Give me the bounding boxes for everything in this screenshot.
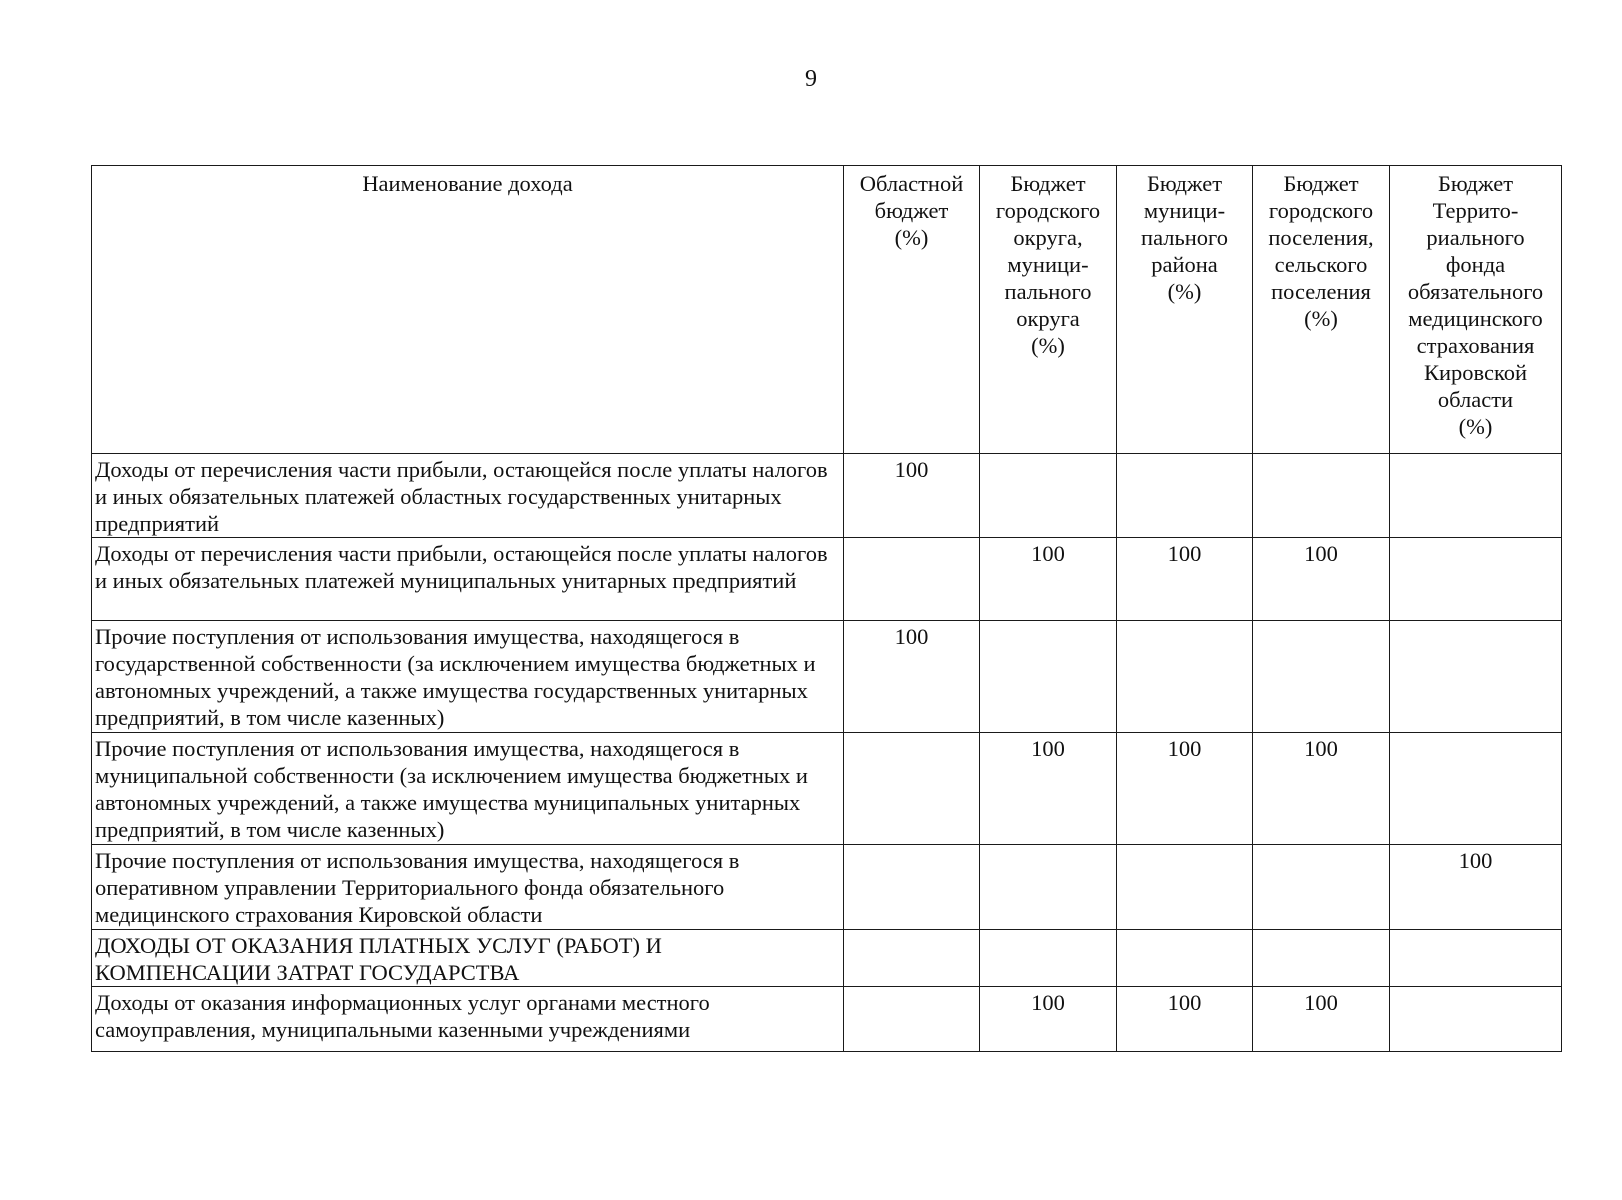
- municipal-area-budget-cell: [1117, 845, 1253, 930]
- table-row: [92, 538, 1562, 621]
- header-line: округа: [1016, 306, 1080, 331]
- header-line: (%): [1167, 279, 1202, 304]
- header-income-name: [92, 166, 844, 454]
- header-line: поселения,: [1268, 225, 1374, 250]
- fund-budget-cell: [1390, 454, 1562, 538]
- table-row: [92, 621, 1562, 733]
- header-line: пального: [1004, 279, 1092, 304]
- table-header-row: [92, 166, 1562, 454]
- header-line: Бюджет: [1283, 171, 1359, 196]
- table-row: [92, 845, 1562, 930]
- header-line: муници-: [1143, 198, 1226, 223]
- header-line: Областной: [859, 171, 964, 196]
- header-line: (%): [1458, 414, 1493, 439]
- fund-budget-cell: [1390, 930, 1562, 987]
- settlement-budget-cell: [1253, 930, 1390, 987]
- header-city-district-budget: [980, 166, 1117, 454]
- table-row: [92, 930, 1562, 987]
- header-line: бюджет: [874, 198, 949, 223]
- municipal-area-budget-cell: 100: [1117, 538, 1253, 621]
- fund-budget-cell: [1390, 987, 1562, 1052]
- fund-budget-cell: [1390, 538, 1562, 621]
- header-line: риального: [1426, 225, 1525, 250]
- income-name-cell: Прочие поступления от использования имущества, находящегося в муниципальной собственности (за исключением имущества бюджетных и автономных учреждений, а также имущества муниципальных унитарных предприятий, в том числе казенных): [92, 733, 844, 845]
- regional-budget-cell: [844, 987, 980, 1052]
- header-line: городского: [995, 198, 1101, 223]
- regional-budget-cell: [844, 733, 980, 845]
- regional-budget-cell: 100: [844, 454, 980, 538]
- header-line: Кировской: [1423, 360, 1528, 385]
- municipal-area-budget-cell: 100: [1117, 987, 1253, 1052]
- income-name-cell: Прочие поступления от использования имущества, находящегося в государственной собственности (за исключением имущества бюджетных и автономных учреждений, а также имущества государственных унитарных предприятий, в том числе казенных): [92, 621, 844, 733]
- header-line: муници-: [1007, 252, 1089, 277]
- header-line: области: [1437, 387, 1514, 412]
- header-line: сельского: [1274, 252, 1368, 277]
- municipal-area-budget-cell: [1117, 454, 1253, 538]
- municipal-area-budget-cell: [1117, 930, 1253, 987]
- header-line: Бюджет: [1146, 171, 1223, 196]
- income-name-cell: Доходы от перечисления части прибыли, остающейся после уплаты налогов и иных обязательных платежей областных государственных унитарных предприятий: [92, 454, 844, 538]
- city-district-budget-cell: [980, 621, 1117, 733]
- settlement-budget-cell: 100: [1253, 538, 1390, 621]
- header-regional-budget: [844, 166, 980, 454]
- header-line: (%): [894, 225, 929, 250]
- page-number: 9: [805, 66, 817, 92]
- city-district-budget-cell: 100: [980, 538, 1117, 621]
- income-distribution-table: [91, 165, 1562, 1052]
- header-fund-budget: [1390, 166, 1562, 454]
- city-district-budget-cell: 100: [980, 987, 1117, 1052]
- regional-budget-cell: [844, 845, 980, 930]
- header-line: Бюджет: [1010, 171, 1086, 196]
- header-line: округа,: [1013, 225, 1083, 250]
- header-municipal-area-budget: [1117, 166, 1253, 454]
- regional-budget-cell: [844, 538, 980, 621]
- header-line: городского: [1268, 198, 1374, 223]
- header-line: (%): [1304, 306, 1338, 331]
- table-row: [92, 987, 1562, 1052]
- fund-budget-cell: 100: [1390, 845, 1562, 930]
- header-line: Террито-: [1432, 198, 1519, 223]
- regional-budget-cell: [844, 930, 980, 987]
- settlement-budget-cell: [1253, 621, 1390, 733]
- table-row: [92, 454, 1562, 538]
- city-district-budget-cell: [980, 845, 1117, 930]
- city-district-budget-cell: 100: [980, 733, 1117, 845]
- settlement-budget-cell: [1253, 454, 1390, 538]
- income-name-cell: Прочие поступления от использования имущества, находящегося в оперативном управлении Территориального фонда обязательного медицинского страхования Кировской области: [92, 845, 844, 930]
- header-line: обязательного: [1407, 279, 1544, 304]
- income-name-cell: Доходы от перечисления части прибыли, остающейся после уплаты налогов и иных обязательных платежей муниципальных унитарных предприятий: [92, 538, 844, 621]
- city-district-budget-cell: [980, 454, 1117, 538]
- header-income-name-text: Наименование дохода: [362, 171, 573, 196]
- settlement-budget-cell: 100: [1253, 733, 1390, 845]
- table-row: [92, 733, 1562, 845]
- fund-budget-cell: [1390, 621, 1562, 733]
- regional-budget-cell: 100: [844, 621, 980, 733]
- municipal-area-budget-cell: 100: [1117, 733, 1253, 845]
- city-district-budget-cell: [980, 930, 1117, 987]
- header-line: (%): [1031, 333, 1065, 358]
- income-name-cell: Доходы от оказания информационных услуг органами местного самоуправления, муниципальными казенными учреждениями: [92, 987, 844, 1052]
- fund-budget-cell: [1390, 733, 1562, 845]
- header-line: поселения: [1271, 279, 1371, 304]
- settlement-budget-cell: [1253, 845, 1390, 930]
- header-line: фонда: [1445, 252, 1506, 277]
- settlement-budget-cell: 100: [1253, 987, 1390, 1052]
- header-line: медицинского: [1408, 306, 1543, 331]
- header-settlement-budget: [1253, 166, 1390, 454]
- header-line: района: [1151, 252, 1218, 277]
- header-line: Бюджет: [1437, 171, 1514, 196]
- header-line: страхования: [1416, 333, 1535, 358]
- municipal-area-budget-cell: [1117, 621, 1253, 733]
- income-section-heading-cell: ДОХОДЫ ОТ ОКАЗАНИЯ ПЛАТНЫХ УСЛУГ (РАБОТ) И КОМПЕНСАЦИИ ЗАТРАТ ГОСУДАРСТВА: [92, 930, 844, 987]
- header-line: пального: [1141, 225, 1228, 250]
